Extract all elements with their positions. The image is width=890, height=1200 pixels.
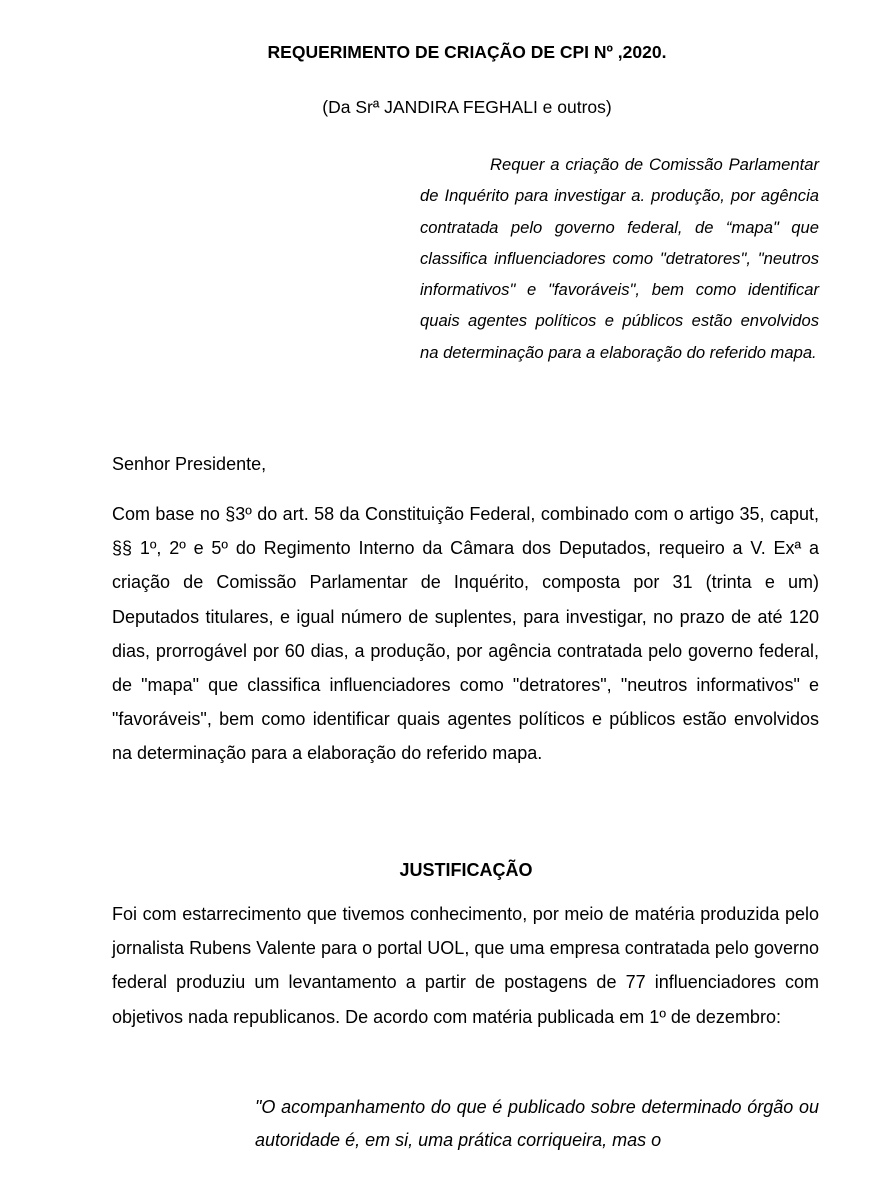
document-author: (Da Srª JANDIRA FEGHALI e outros) [322,97,612,117]
quote-block: "O acompanhamento do que é publicado sobre determinado órgão ou autoridade é, em si, uma prática corriqueira, mas o [255,1097,819,1150]
document-summary: Requer a criação de Comissão Parlamentar de Inquérito para investigar a. produção, por agência contratada pelo governo federal, de “mapa" que classifica influenciadores como "detratores", "neutros informativos" e "favoráveis", bem como identificar quais agentes políticos e públicos estão envolvidos na determinação para a elaboração do referido mapa. [420,155,819,362]
salutation: Senhor Presidente, [112,454,267,474]
justification-heading: JUSTIFICAÇÃO [399,860,533,880]
justification-paragraph: Foi com estarrecimento que tivemos conhecimento, por meio de matéria produzida pelo jornalista Rubens Valente para o portal UOL, que uma empresa contratada pelo governo federal produziu um levantamento a partir de postagens de 77 influenciadores com objetivos nada republicanos. De acordo com matéria publicada em 1º de dezembro: [112,904,819,1027]
request-paragraph: Com base no §3º do art. 58 da Constituição Federal, combinado com o artigo 35, caput, §§ 1º, 2º e 5º do Regimento Interno da Câmara dos Deputados, requeiro a V. Exª a criação de Comissão Parlamentar de Inquérito, composta por 31 (trinta e um) Deputados titulares, e igual número de suplentes, para investigar, no prazo de até 120 dias, prorrogável por 60 dias, a produção, por agência contratada pelo governo federal, de "mapa" que classifica influenciadores como "detratores", "neutros informativos" e "favoráveis", bem como identificar quais agentes políticos e públicos estão envolvidos na determinação para a elaboração do referido mapa. [112,504,819,764]
document-title: REQUERIMENTO DE CRIAÇÃO DE CPI Nº ,2020. [267,42,667,62]
